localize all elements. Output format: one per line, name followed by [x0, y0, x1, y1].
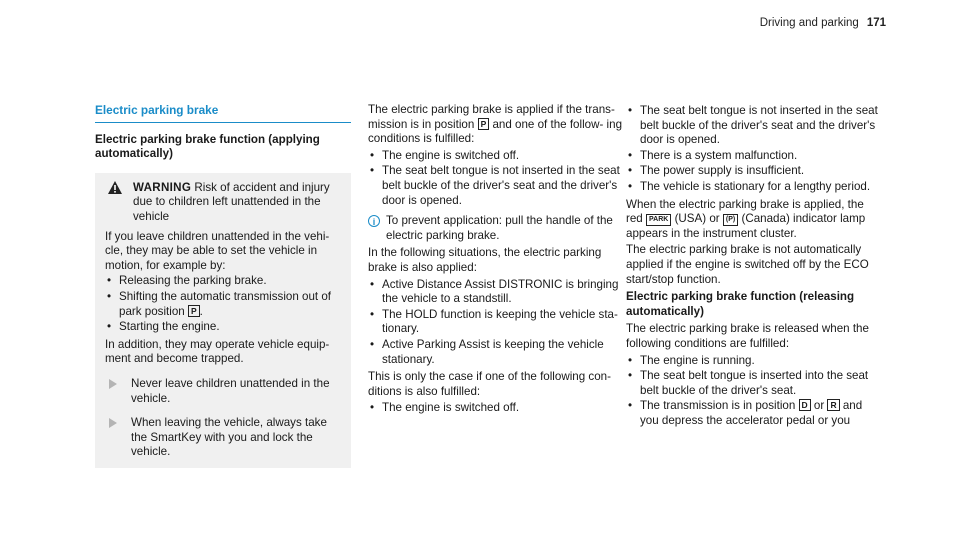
- column-2: [368, 103, 624, 419]
- column-3: [626, 103, 882, 431]
- paragraph: This is only the case if one of the following con- ditions is also fulfilled:: [368, 370, 611, 398]
- list-item: • There is a system malfunction.: [626, 149, 882, 164]
- conditions-list-continued: [626, 104, 882, 195]
- release-conditions-list: [626, 354, 882, 429]
- park-lamp-icon: PARK: [646, 214, 671, 226]
- warning-list: [105, 274, 341, 334]
- action-arrow-icon: [109, 418, 117, 428]
- paragraph: When the electric parking brake is applied, the red PARK (USA) or (P) (Canada) indicator lamp appears in the instrument cluster.: [626, 197, 866, 240]
- list-item: • The HOLD function is keeping the vehicle sta- tionary.: [368, 308, 624, 337]
- list-item: • The seat belt tongue is inserted into the seat belt buckle of the driver's seat.: [626, 369, 882, 398]
- page-header: [760, 16, 886, 31]
- paragraph: The electric parking brake is released when the following conditions are fulfilled:: [626, 322, 869, 350]
- paragraph: The electric parking brake is not automatically applied if the engine is switched off by the ECO start/stop function.: [626, 243, 869, 286]
- drive-position-symbol: D: [799, 399, 811, 411]
- warning-header: [105, 181, 341, 225]
- list-item: • The engine is running.: [626, 354, 882, 369]
- action-arrow-icon: [109, 379, 117, 389]
- paragraph: The electric parking brake is applied if the trans- mission is in position P and one of the follow- ing conditions is fulfilled:: [368, 103, 623, 146]
- conditions-list: [368, 149, 624, 208]
- list-item: • Releasing the parking brake.: [105, 274, 341, 289]
- list-item: • The power supply is insufficient.: [626, 164, 882, 179]
- warning-heading-text: Risk of accident and injury due to children left unattended in the vehicle: [133, 180, 330, 223]
- list-item: • Shifting the automatic transmission out of park position P .: [105, 290, 341, 319]
- list-item: • The transmission is in position D or R and you depress the accelerator pedal or you: [626, 399, 882, 428]
- situations-list: [368, 278, 624, 368]
- list-item: • The engine is switched off.: [368, 149, 624, 164]
- list-item: • The seat belt tongue is not inserted in the seat belt buckle of the driver's seat and the driver's door is opened.: [626, 104, 882, 148]
- warning-paragraph: If you leave children unattended in the vehi- cle, they may be able to set the vehicle in motion, for example by:: [105, 229, 330, 272]
- warning-icon: [107, 180, 123, 195]
- warning-paragraph: In addition, they may operate vehicle equip- ment and become trapped.: [105, 337, 330, 366]
- warning-box: [95, 173, 351, 468]
- page-number: 171: [866, 17, 886, 29]
- conditions-list-2: [368, 401, 624, 416]
- subsection-title: Electric parking brake function (applying automatically): [95, 132, 320, 161]
- action-step: When leaving the vehicle, always take the SmartKey with you and lock the vehicle.: [105, 416, 341, 460]
- list-item: • Active Distance Assist DISTRONIC is bringing the vehicle to a standstill.: [368, 278, 624, 307]
- action-step: Never leave children unattended in the vehicle.: [105, 377, 341, 406]
- list-item: • The seat belt tongue is not inserted in the seat belt buckle of the driver's seat and the driver's door is opened.: [368, 164, 624, 208]
- list-item: • The vehicle is stationary for a lengthy period.: [626, 180, 882, 195]
- paragraph: In the following situations, the electric parking brake is also applied:: [368, 246, 602, 274]
- list-item: • The engine is switched off.: [368, 401, 624, 416]
- subsection-title: Electric parking brake function (releasing automatically): [626, 290, 855, 318]
- list-item: • Starting the engine.: [105, 320, 341, 335]
- column-1: [95, 103, 351, 468]
- info-icon: i: [368, 215, 380, 227]
- list-item: • Active Parking Assist is keeping the vehicle stationary.: [368, 338, 624, 367]
- park-position-symbol: P: [478, 118, 490, 130]
- section-name: Driving and parking: [759, 17, 859, 29]
- section-title: Electric parking brake: [95, 103, 351, 123]
- note: i To prevent application: pull the handle of the electric parking brake.: [368, 214, 624, 243]
- reverse-position-symbol: R: [827, 399, 839, 411]
- warning-keyword: WARNING: [133, 180, 192, 194]
- canada-lamp-icon: (P): [723, 214, 738, 226]
- park-position-symbol: P: [188, 305, 200, 317]
